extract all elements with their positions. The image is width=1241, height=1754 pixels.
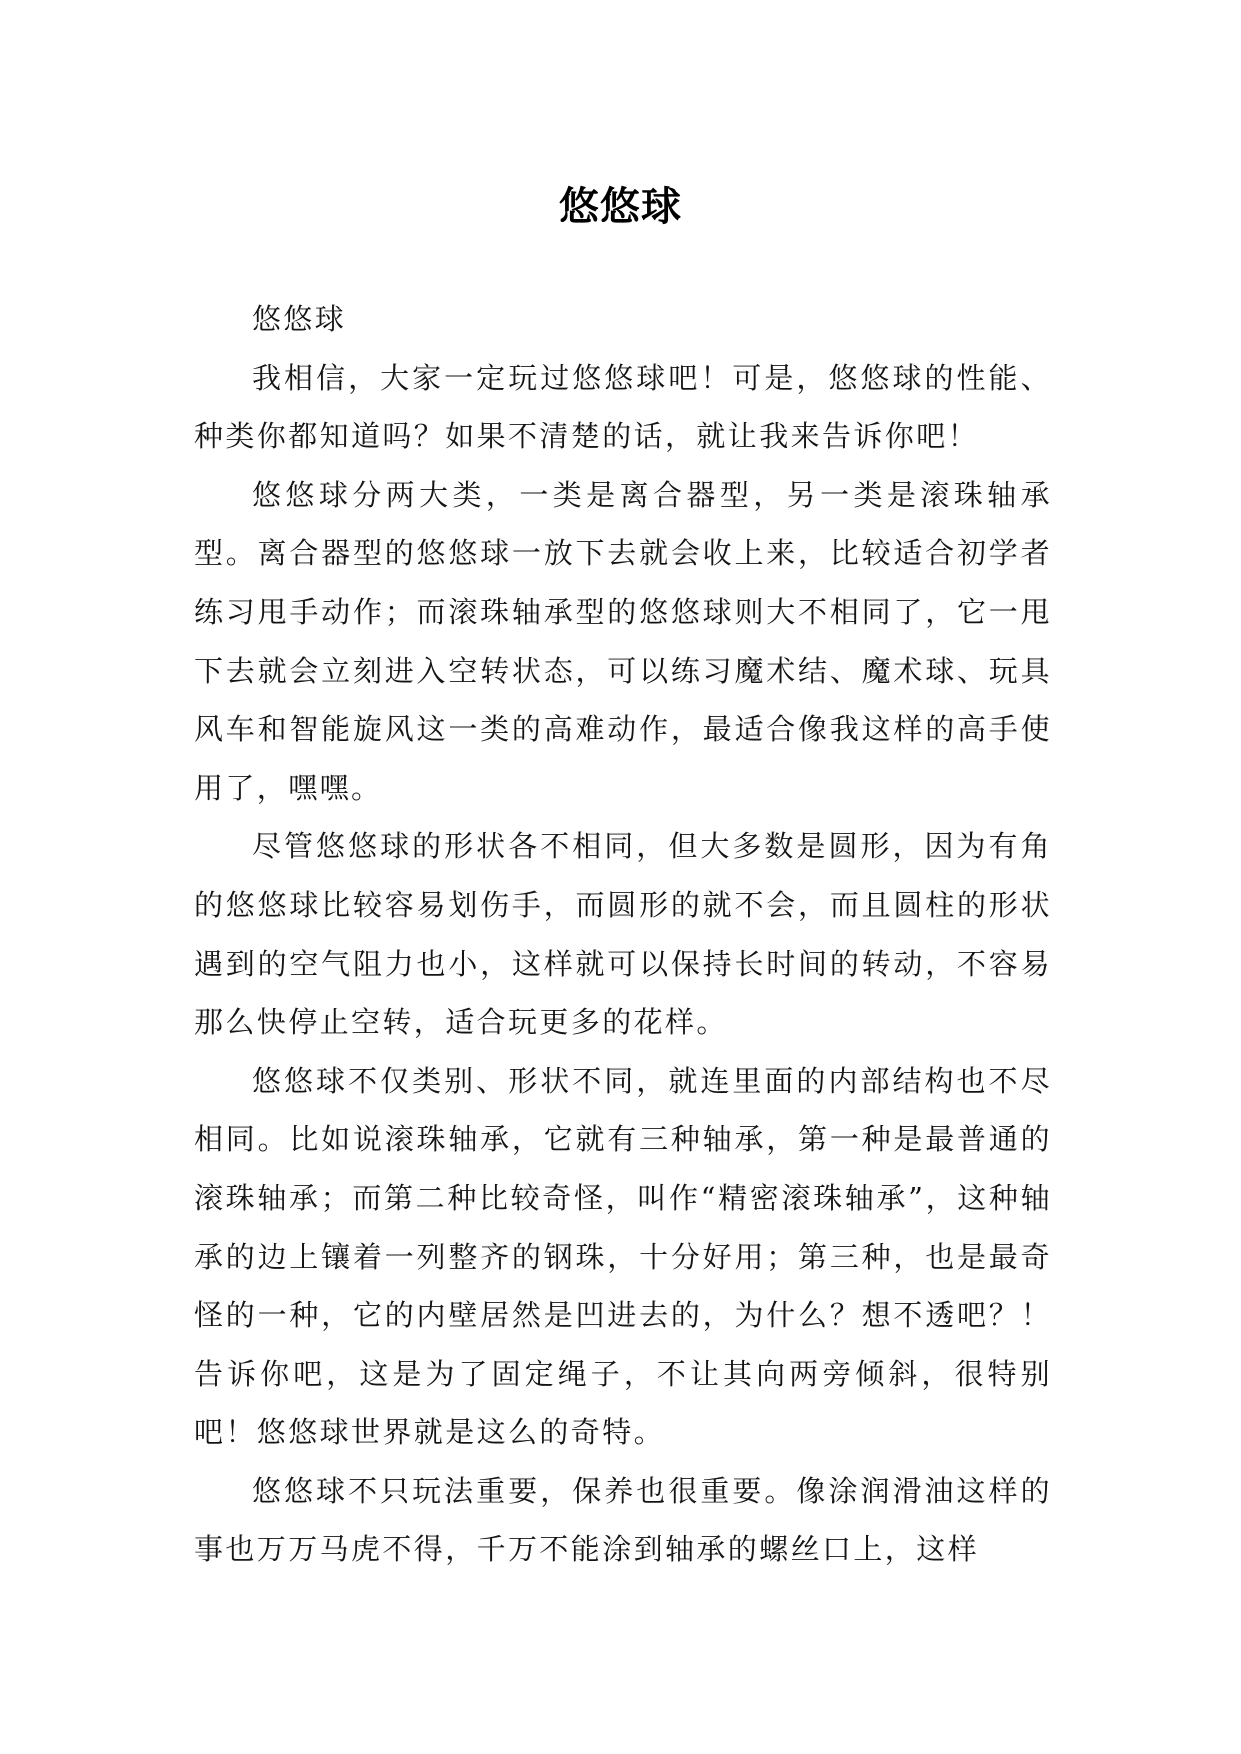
paragraph: 悠悠球不只玩法重要，保养也很重要。像涂润滑油这样的事也万万马虎不得，千万不能涂到轴承的螺丝口上，这样 bbox=[194, 1473, 1052, 1567]
document-body bbox=[194, 290, 1052, 1579]
paragraph: 我相信，大家一定玩过悠悠球吧！可是，悠悠球的性能、种类你都知道吗？如果不清楚的话，就让我来告诉你吧！ bbox=[194, 360, 1052, 454]
paragraph: 悠悠球不仅类别、形状不同，就连里面的内部结构也不尽相同。比如说滚珠轴承，它就有三种轴承，第一种是最普通的滚珠轴承；而第二种比较奇怪，叫作“精密滚珠轴承”，这种轴承的边上镶着一列整齐的钢珠，十分好用；第三种，也是最奇怪的一种，它的内壁居然是凹进去的，为什么？想不透吧？！告诉你吧，这是为了固定绳子，不让其向两旁倾斜，很特别吧！悠悠球世界就是这么的奇特。 bbox=[194, 1063, 1052, 1450]
paragraph: 尽管悠悠球的形状各不相同，但大多数是圆形，因为有角的悠悠球比较容易划伤手，而圆形的就不会，而且圆柱的形状遇到的空气阻力也小，这样就可以保持长时间的转动，不容易那么快停止空转，适合玩更多的花样。 bbox=[194, 829, 1052, 1040]
paragraph: 悠悠球分两大类，一类是离合器型，另一类是滚珠轴承型。离合器型的悠悠球一放下去就会收上来，比较适合初学者练习甩手动作；而滚珠轴承型的悠悠球则大不相同了，它一甩下去就会立刻进入空转状态，可以练习魔术结、魔术球、玩具风车和智能旋风这一类的高难动作，最适合像我这样的高手使用了，嘿嘿。 bbox=[194, 477, 1052, 805]
document-title: 悠悠球 bbox=[559, 183, 682, 230]
paragraph: 悠悠球 bbox=[252, 302, 347, 336]
